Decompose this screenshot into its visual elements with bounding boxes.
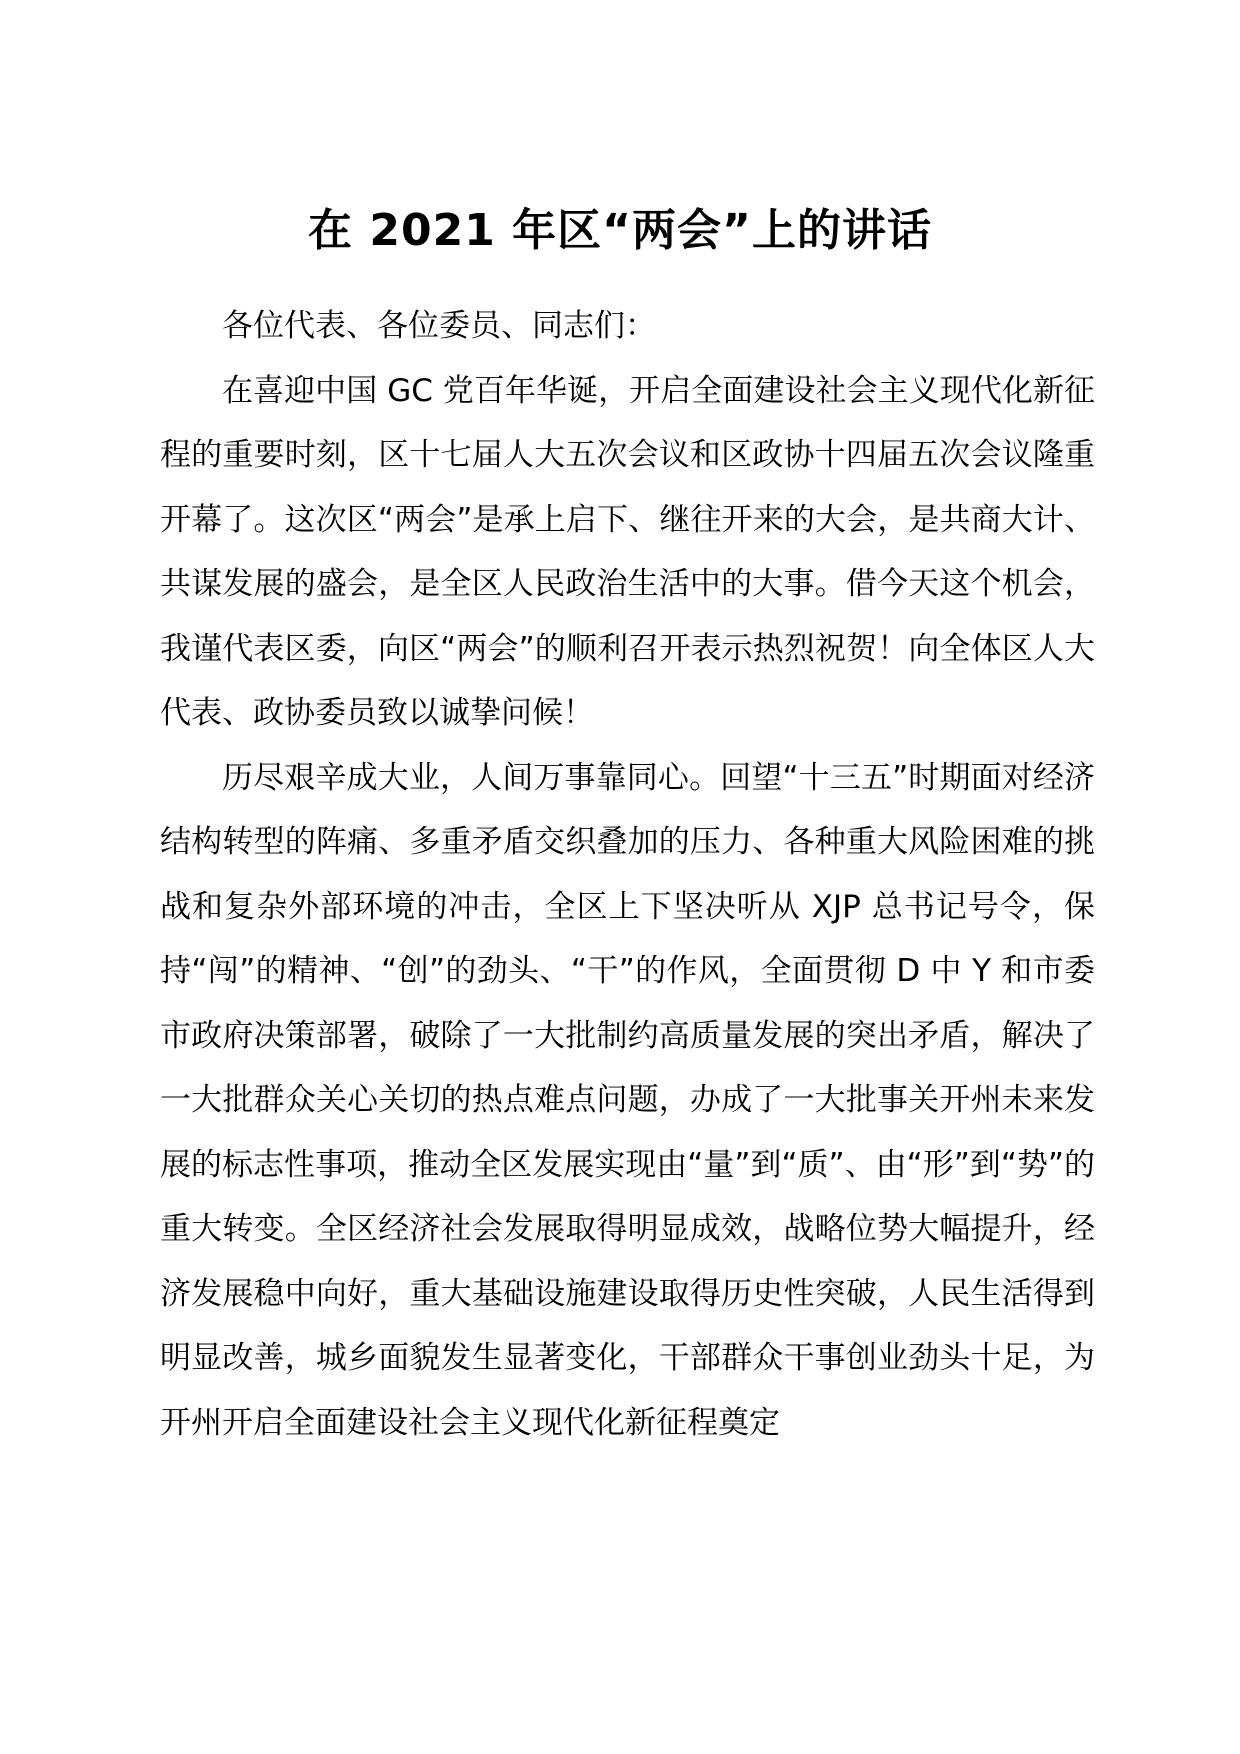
- document-title: 在 2021 年区“两会”上的讲话: [308, 205, 932, 256]
- document-body: [160, 294, 1095, 1455]
- greeting-paragraph: 各位代表、各位委员、同志们：: [222, 308, 656, 344]
- body-paragraph: 历尽艰辛成大业，人间万事靠同心。回望“十三五”时期面对经济结构转型的阵痛、多重矛盾交织叠加的压力、各种重大风险困难的挑战和复杂外部环境的冲击，全区上下坚决听从 XJP 总书记号令，保持“闯”的精神、“创”的劲头、“干”的作风，全面贯彻 D 中 Y 和市委市政府决策部署，破除了一大批制约高质量发展的突出矛盾，解决了一大批群众关心关切的热点难点问题，办成了一大批事关开州未来发展的标志性事项，推动全区发展实现由“量”到“质”、由“形”到“势”的重大转变。全区经济社会发展取得明显成效，战略位势大幅提升，经济发展稳中向好，重大基础设施建设取得历史性突破，人民生活得到明显改善，城乡面貌发生显著变化，干部群众干事创业劲头十足，为开州开启全面建设社会主义现代化新征程奠定: [160, 759, 1095, 1441]
- body-paragraph: 在喜迎中国 GC 党百年华诞，开启全面建设社会主义现代化新征程的重要时刻，区十七届人大五次会议和区政协十四届五次会议隆重开幕了。这次区“两会”是承上启下、继往开来的大会，是共商大计、共谋发展的盛会，是全区人民政治生活中的大事。借今天这个机会，我谨代表区委，向区“两会”的顺利召开表示热烈祝贺！向全体区人大代表、政协委员致以诚挚问候！: [160, 372, 1095, 731]
